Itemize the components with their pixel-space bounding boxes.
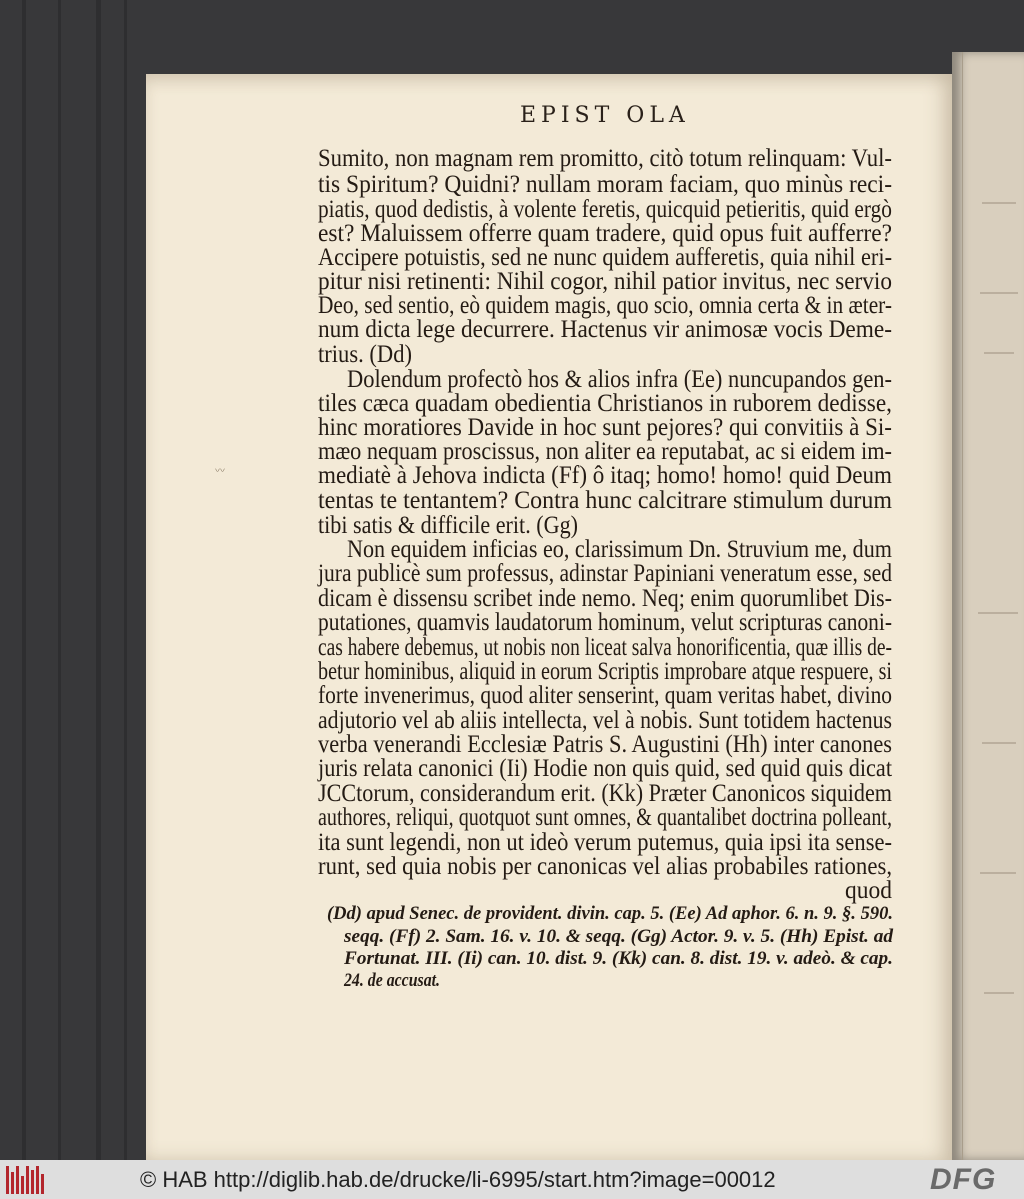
footnote-line: Fortunat. III. (Ii) can. 10. dist. 9. (Kk) can. 8. dist. 19. v. adeò. & cap. [344, 948, 893, 969]
viewer-footer [0, 1160, 1024, 1199]
text-line: num dicta lege decurrere. Hactenus vir animosæ vocis Deme- [318, 316, 893, 343]
text-line: Non equidem inficias eo, clarissimum Dn. Struvium me, dum [347, 536, 893, 563]
text-line: mediatè à Jehova indicta (Ff) ô itaq; homo! homo! quid Deum [318, 462, 892, 489]
text-line: dicam è dissensu scribet inde nemo. Neq; enim quorumlibet Dis- [318, 585, 892, 612]
text-line: tentas te tentantem? Contra hunc calcitrare stimulum durum [318, 487, 893, 514]
dfg-logo[interactable]: DFG [930, 1163, 997, 1196]
text-line: quod [845, 877, 892, 904]
text-line: JCCtorum, considerandum erit. (Kk) Præter Canonicos siquidem [318, 780, 893, 807]
footnote-line: 24. de accusat. [344, 970, 440, 991]
text-line: tis Spiritum? Quidni? nullam moram faciam, quo minùs reci- [318, 171, 893, 198]
hab-logo-icon[interactable] [6, 1166, 48, 1194]
text-line: jura publicè sum professus, adinstar Papiniani veneratum esse, sed [318, 560, 893, 587]
running-head: EPIST OLA [520, 103, 690, 128]
text-line: Deo, sed sentio, eò quidem magis, quo scio, omnia certa & in æter- [318, 292, 892, 319]
text-line: tiles cæca quadam obedientia Christianos in ruborem dedisse, [318, 390, 892, 417]
text-line: pitur nisi retinenti: Nihil cogor, nihil patior invitus, nec servio [318, 268, 892, 295]
text-line: authores, reliqui, quotquot sunt omnes, & quantalibet doctrina polleant, [318, 804, 892, 831]
text-line: Accipere potuistis, sed ne nunc quidem aufferetis, quia nihil eri- [318, 244, 893, 271]
text-line: piatis, quod dedistis, à volente feretis, quicquid petieritis, quid ergò [318, 196, 892, 223]
text-line: verba venerandi Ecclesiæ Patris S. Augustini (Hh) inter canones [318, 731, 892, 758]
text-line: Sumito, non magnam rem promitto, citò totum relinquam: Vul- [318, 145, 892, 172]
text-line: trius. (Dd) [318, 341, 413, 368]
copyright-link[interactable]: © HAB http://diglib.hab.de/drucke/li-6995/start.htm?image=00012 [140, 1167, 776, 1192]
adjacent-page-edge [952, 52, 1024, 1160]
footnote-line: seqq. (Ff) 2. Sam. 16. v. 10. & seqq. (Gg) Actor. 9. v. 5. (Hh) Epist. ad [344, 926, 894, 947]
text-line: hinc moratiores Davide in hoc sunt pejores? qui convitiis à Si- [318, 414, 892, 441]
text-line: betur hominibus, aliquid in eorum Scriptis improbare atque respuere, si [318, 658, 893, 685]
ink-stain: 〰 [215, 466, 225, 477]
text-line: ita sunt legendi, non ut ideò verum putemus, quia ipsi ita sense- [318, 829, 892, 856]
text-line: adjutorio vel ab aliis intellecta, vel à nobis. Sunt totidem hactenus [318, 707, 893, 734]
footnote-line: (Dd) apud Senec. de provident. divin. cap. 5. (Ee) Ad aphor. 6. n. 9. §. 590. [327, 903, 893, 924]
text-line: tibi satis & difficile erit. (Gg) [318, 512, 579, 539]
text-line: forte invenerimus, quod aliter senserint, quam veritas habet, divino [318, 682, 893, 709]
text-line: Dolendum profectò hos & alios infra (Ee) nuncupandos gen- [347, 366, 893, 393]
text-line: putationes, quamvis laudatorum hominum, velut scripturas canoni- [318, 609, 893, 636]
text-line: est? Maluissem offerre quam tradere, quid opus fuit aufferre? [318, 220, 892, 247]
text-line: runt, sed quia nobis per canonicas vel alias probabiles rationes, [318, 853, 893, 880]
text-line: cas habere debemus, ut nobis non liceat salva honorificentia, quæ illis de- [318, 634, 892, 661]
text-line: juris relata canonici (Ii) Hodie non quis quid, sed quid quis dicat [318, 755, 893, 782]
text-line: mæo nequam proscissus, non aliter ea reputabat, ac si eidem im- [318, 438, 892, 465]
